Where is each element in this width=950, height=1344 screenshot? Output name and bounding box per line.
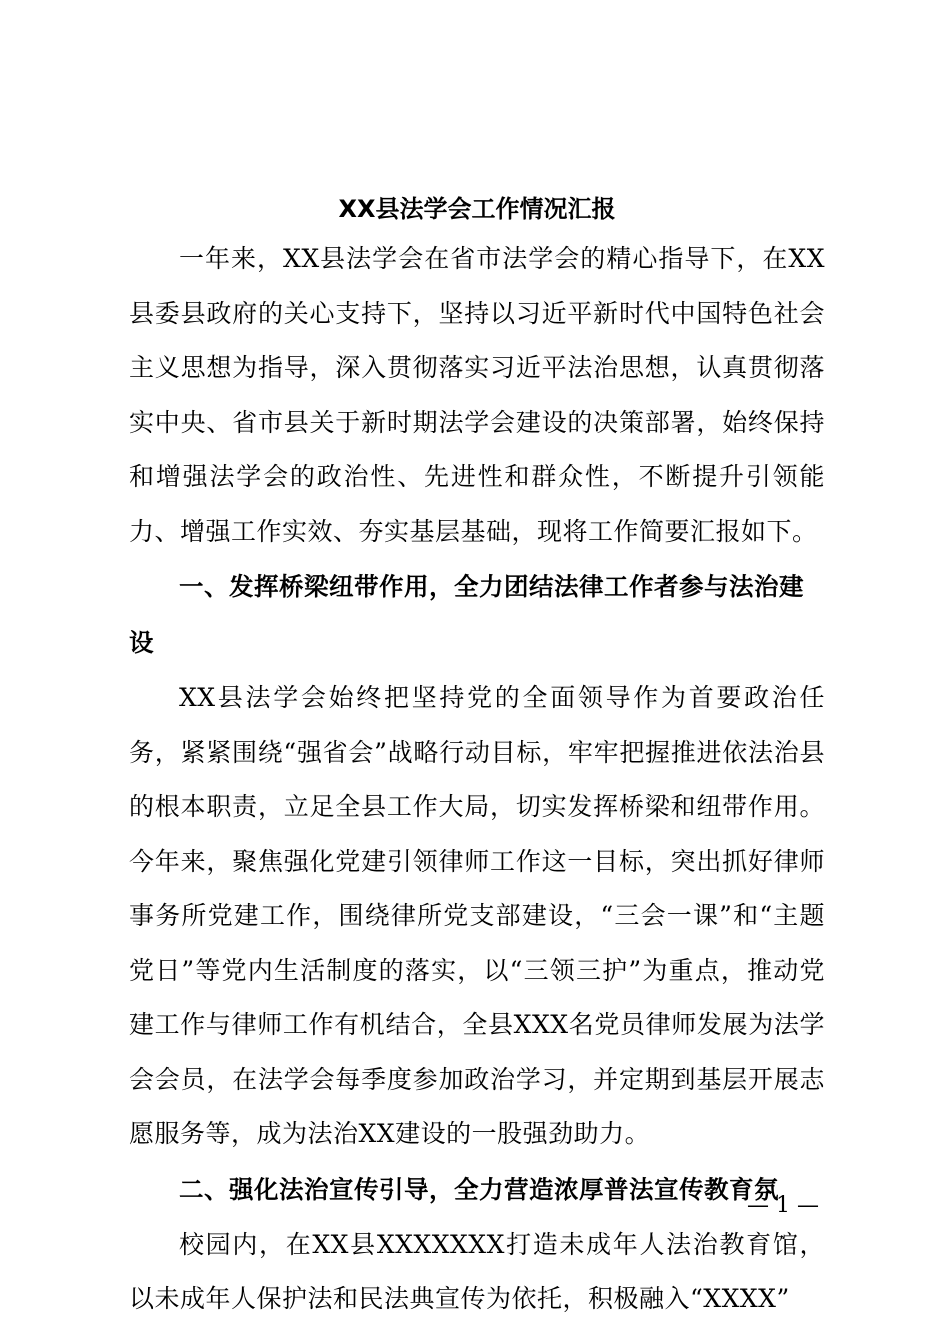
section-1-paragraph: XX县法学会始终把坚持党的全面领导作为首要政治任务，紧紧围绕“强省会”战略行动目标，牢牢把握推进依法治县的根本职责，立足全县工作大局，切实发挥桥梁和纽带作用。今年来，聚焦强化党建引领律师工作这一目标，突出抓好律师事务所党建工作，围绕律所党支部建设，“三会一课”和“主题党日”等党内生活制度的落实，以“三领三护”为重点，推动党建工作与律师工作有机结合，全县XXX名党员律师发展为法学会会员，在法学会每季度参加政治学习，并定期到基层开展志愿服务等，成为法治XX建设的一股强劲助力。 [129,683,825,1148]
intro-paragraph: 一年来，XX县法学会在省市法学会的精心指导下，在XX县委县政府的关心支持下，坚持以习近平新时代中国特色社会主义思想为指导，深入贯彻落实习近平法治思想，认真贯彻落实中央、省市县关于新时期法学会建设的决策部署，始终保持和增强法学会的政治性、先进性和群众性，不断提升引领能力、增强工作实效、夯实基层基础，现将工作简要汇报如下。 [129,244,825,546]
document-title: XX县法学会工作情况汇报 [338,195,616,223]
section-2-heading: 二、强化法治宣传引导，全力营造浓厚普法宣传教育氛 [179,1174,779,1204]
section-1-heading: 一、发挥桥梁纽带作用，全力团结法律工作者参与法治建设 [129,572,804,657]
section-2-paragraph: 校园内，在XX县XXXXXXX打造未成年人法治教育馆，以未成年人保护法和民法典宣传为依托，积极融入“XXXX” [129,1229,825,1313]
document-body [129,186,825,1327]
page-number: — 1 — [747,1193,819,1218]
